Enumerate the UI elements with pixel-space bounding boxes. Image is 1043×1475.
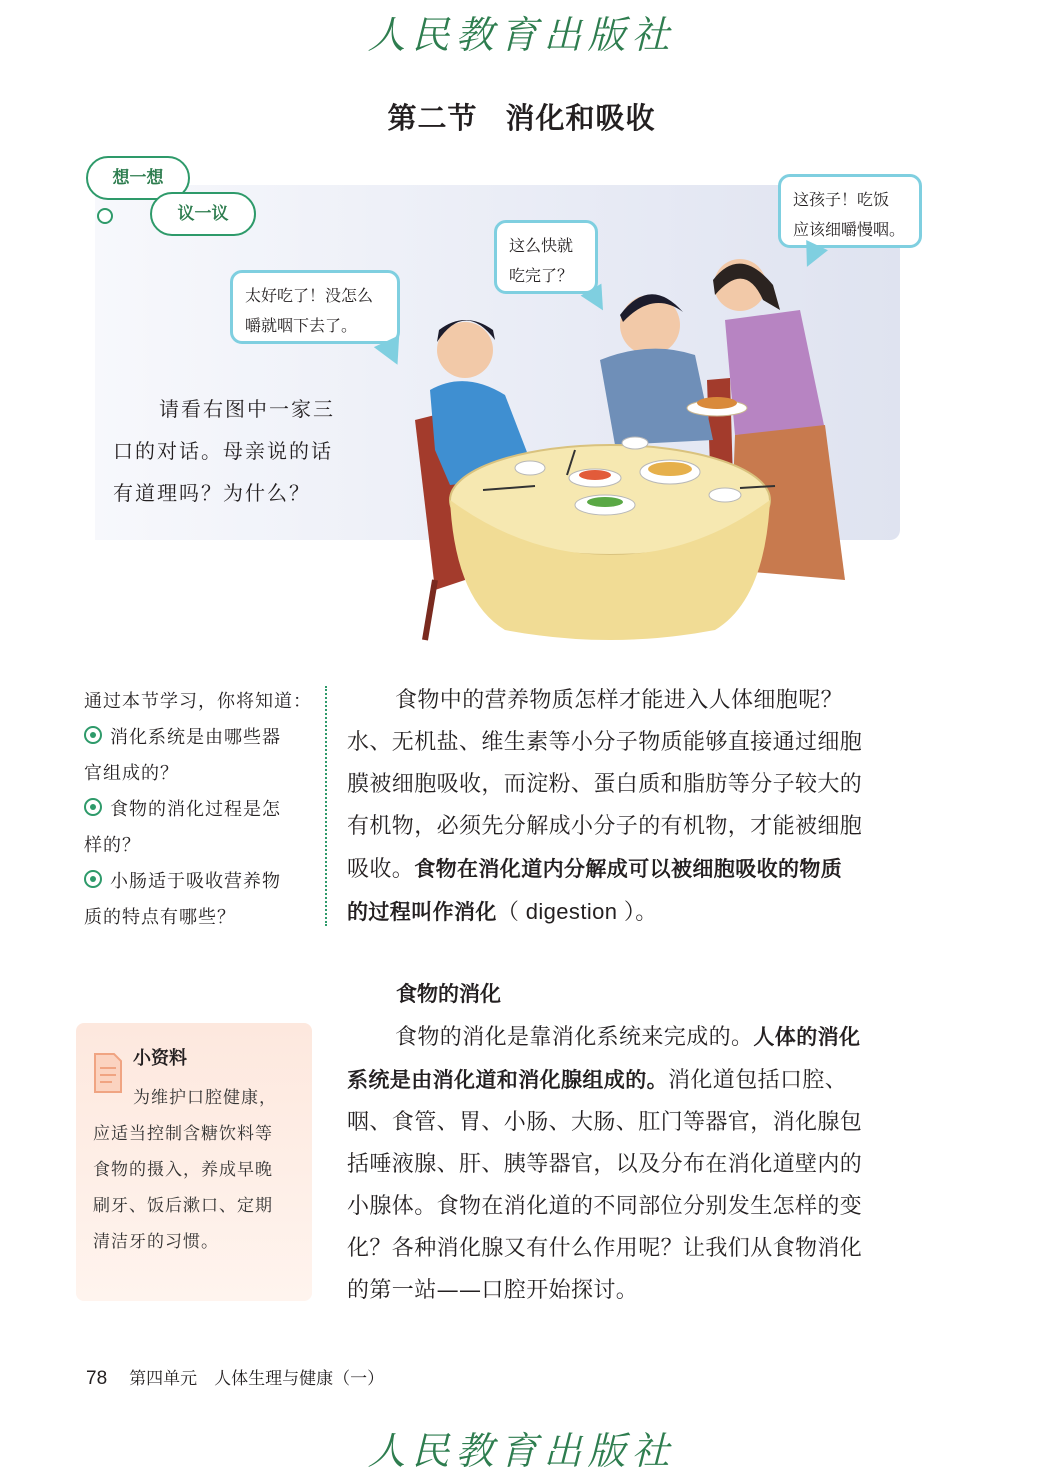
note-line: 食物的摄入，养成早晚 (93, 1160, 273, 1180)
father-line-1: 这么快就 (509, 236, 574, 255)
text-line: 膜被细胞吸收，而淀粉、蛋白质和脂肪等分子较大的 (347, 772, 863, 797)
held-dish (697, 397, 737, 409)
page-number: 78 (86, 1368, 108, 1389)
son-speech-bubble (230, 270, 400, 344)
intro-line: 请看右图中一家三 (159, 397, 335, 421)
goal-text: 小肠适于吸收营养物 (110, 871, 281, 892)
bullet-target-icon (84, 798, 102, 816)
intro-question (113, 388, 363, 514)
father-line-2: 吃完了？ (509, 266, 574, 285)
note-line: 清洁牙的习惯。 (93, 1232, 219, 1252)
text-plain: 食物的消化是靠消化系统来完成的。 (395, 1025, 754, 1050)
text-line: 的第一站——口腔开始探讨。 (347, 1278, 639, 1303)
paragraph-2 (347, 1016, 900, 1312)
bullet-target-icon (84, 870, 102, 888)
discuss-cloud (150, 192, 256, 236)
goals-heading: 通过本节学习，你将知道： (84, 691, 312, 712)
text-line: 括唾液腺、肝、胰等器官，以及分布在消化道壁内的 (347, 1152, 863, 1177)
subheading-digestion: 食物的消化 (396, 982, 501, 1006)
section-name: 消化和吸收 (505, 101, 656, 135)
mother-speech-bubble (778, 174, 922, 248)
note-line: 为维护口腔健康， (133, 1088, 277, 1108)
sidebar-divider (325, 686, 327, 926)
page-footer (86, 1364, 384, 1390)
soup (648, 462, 692, 476)
goal-item (84, 720, 312, 756)
vegetables (587, 497, 623, 507)
note-line: 应适当控制含糖饮料等 (93, 1124, 273, 1144)
rice-bowl-mother (709, 488, 741, 502)
text-line: 水、无机盐、维生素等小分子物质能够直接通过细胞 (347, 730, 863, 755)
rice-bowl-father (622, 437, 648, 449)
text-line (347, 848, 900, 891)
text-line: 食物中的营养物质怎样才能进入人体细胞呢？ (395, 688, 844, 713)
unit-title: 第四单元 人体生理与健康（一） (129, 1369, 385, 1389)
publisher-logo-bottom: 人民教育出版社 (367, 1429, 676, 1473)
text-bold: 系统是由消化道和消化腺组成的。 (347, 1068, 668, 1092)
text-plain: 消化道包括口腔、 (668, 1068, 848, 1093)
shrimp (579, 470, 611, 480)
note-text (93, 1080, 298, 1260)
goal-text: 消化系统是由哪些器 (110, 727, 281, 748)
text-line (347, 891, 900, 934)
learning-goals (84, 684, 312, 936)
section-title (0, 96, 1043, 137)
text-bold: 人体的消化 (753, 1025, 861, 1049)
publisher-logo-top: 人民教育出版社 (367, 13, 676, 57)
paragraph-1 (347, 680, 900, 934)
son-line-1: 太好吃了！没怎么 (245, 286, 374, 305)
goal-item-continued: 官组成的？ (84, 763, 179, 784)
bullet-target-icon (84, 726, 102, 744)
father-speech-bubble (494, 220, 598, 294)
mother-line-2: 应该细嚼慢咽。 (793, 220, 906, 239)
english-term: （ digestion ）。 (496, 899, 658, 924)
intro-line: 口的对话。母亲说的话 (113, 439, 333, 463)
goal-item (84, 792, 312, 828)
rice-bowl-son (515, 461, 545, 475)
note-line: 刷牙、饭后漱口、定期 (93, 1196, 273, 1216)
note-title: 小资料 (133, 1048, 187, 1069)
goal-text: 食物的消化过程是怎 (110, 799, 281, 820)
definition-bold: 的过程叫作消化 (347, 900, 497, 924)
son-line-2: 嚼就咽下去了。 (245, 316, 358, 335)
section-number: 第二节 (387, 101, 478, 135)
discuss-label: 议一议 (177, 204, 229, 224)
father-shirt (600, 349, 713, 445)
text-line: 有机物，必须先分解成小分子的有机物，才能被细胞 (347, 814, 863, 839)
text-bold: 食物在消化道内分解成可以被细胞吸收的物质 (414, 857, 843, 881)
chair-leg (425, 580, 435, 640)
text-line (347, 1059, 900, 1102)
intro-line: 有道理吗？为什么？ (113, 481, 311, 505)
cloud-dot-icon (97, 208, 113, 224)
goal-item-continued: 质的特点有哪些？ (84, 907, 236, 928)
text-line: 小腺体。食物在消化道的不同部位分别发生怎样的变 (347, 1194, 863, 1219)
mother-line-1: 这孩子！吃饭 (793, 190, 890, 209)
text-line: 化？各种消化腺又有什么作用呢？让我们从食物消化 (347, 1236, 863, 1261)
text-line: 咽、食管、胃、小肠、大肠、肛门等器官，消化腺包 (347, 1110, 863, 1135)
goal-item-continued: 样的？ (84, 835, 141, 856)
mother-cardigan (725, 310, 825, 435)
text-plain: 吸收。 (347, 857, 415, 882)
think-label: 想一想 (112, 168, 164, 188)
family-dinner-illustration (395, 250, 845, 645)
text-line (347, 1016, 900, 1059)
goal-item (84, 864, 312, 900)
